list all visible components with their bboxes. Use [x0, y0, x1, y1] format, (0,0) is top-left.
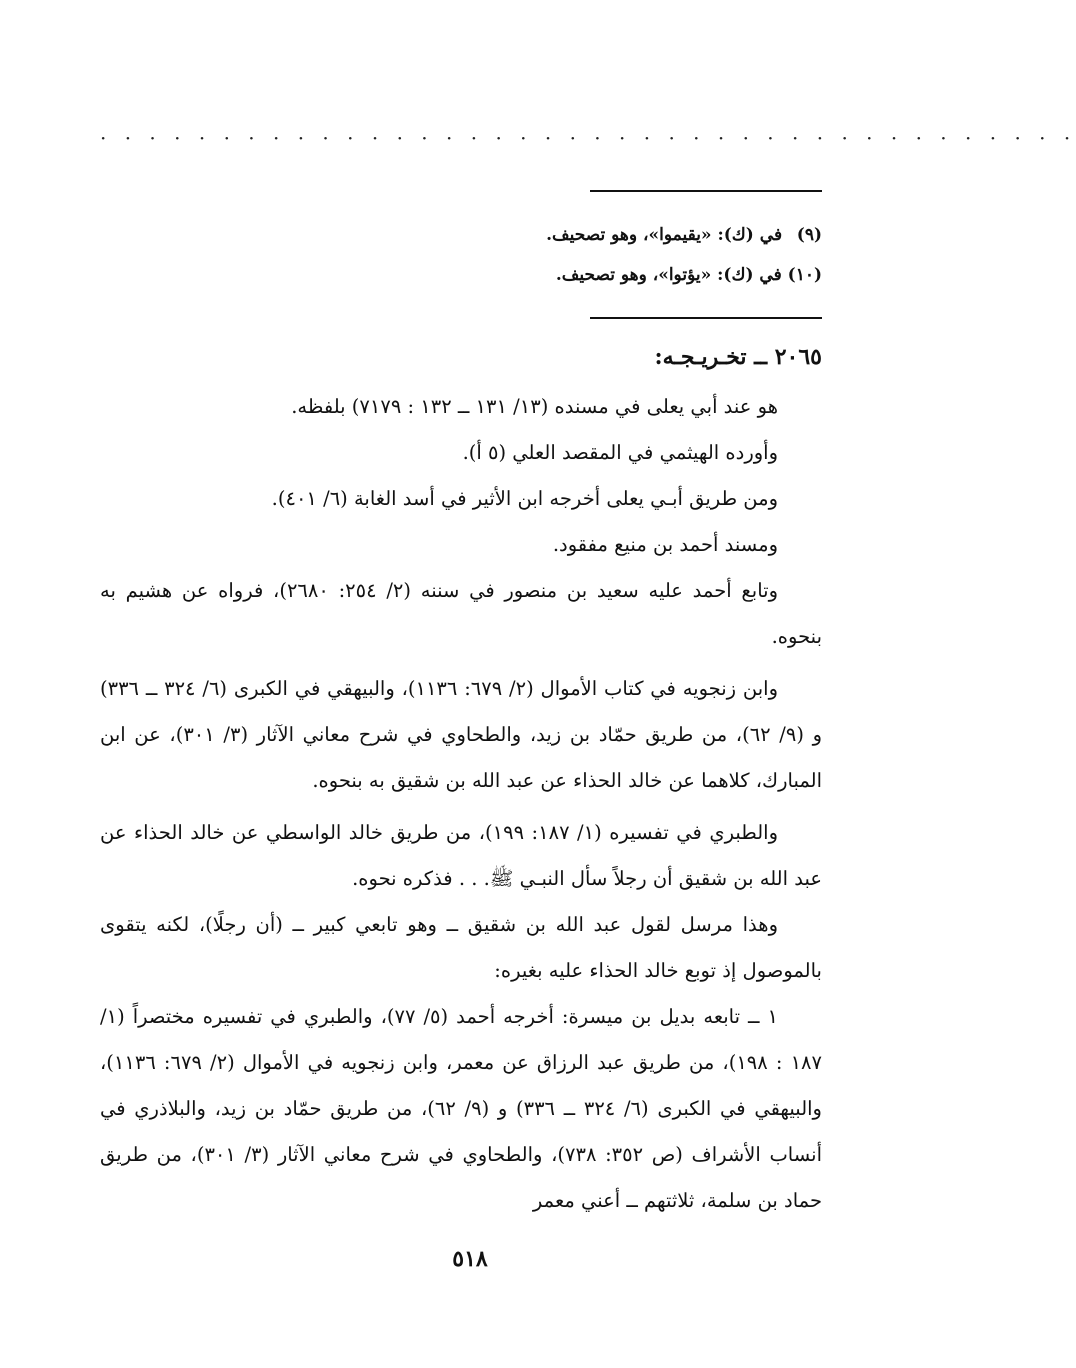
- footnote-rule-top: [590, 190, 822, 192]
- paragraph: والطبري في تفسيره (١/ ١٨٧: ١٩٩)، من طريق خالد الواسطي عن خالد الحذاء عن عبد الله بن شقيق أن رجلاً سأل النبـي ﷺ. . . فذكره نحوه.: [100, 821, 822, 890]
- footnote-text: في (ك): «يؤتوا»، وهو تصحيف.: [555, 265, 782, 285]
- footnote-text: في (ك): «يقيموا»، وهو تصحيف.: [546, 225, 783, 245]
- paragraph: ومن طريق أبـي يعلى أخرجه ابن الأثير في أسد الغابة (٦/ ٤٠١).: [271, 487, 778, 510]
- page-number: ٥١٨: [452, 1246, 488, 1272]
- paragraph: وأورده الهيثمي في المقصد العلي (٥ أ).: [462, 441, 778, 464]
- footnote-number: (٩): [796, 225, 822, 245]
- paragraph: وتابع أحمد عليه سعيد بن منصور في سننه (٢/ ٢٥٤: ٢٦٨٠)، فرواه عن هشيم به بنحوه.: [100, 579, 822, 648]
- paragraph: ١ ــ تابعه بديل بن ميسرة: أخرجه أحمد (٥/ ٧٧)، والطبري في تفسيره مختصراً (١/ ١٨٧ : ١٩٨)، من طريق عبد الرزاق عن معمر، وابن زنجويه في الأموال (٢/ ٦٧٩: ١١٣٦)، والبيهقي في الكبرى (٦/ ٣٢٤ ــ ٣٣٦) و (٩/ ٦٢)، من طريق حمّاد بن زيد، والبلاذري في أنساب الأشراف (ص ٣٥٢: ٧٣٨)، والطحاوي في شرح معاني الآثار (٣/ ٣٠١)، من طريق حماد بن سلمة، ثلاثتهم ــ أعني معمر: [100, 1005, 822, 1212]
- section-heading: ٢٠٦٥ ــ تخـريـجـه:: [654, 344, 822, 370]
- footnote-9: [546, 225, 822, 245]
- paragraph: وهذا مرسل لقول عبد الله بن شقيق ــ وهو تابعي كبير ــ (أن رجلًا)، لكنه يتقوى بالموصول إذ توبع خالد الحذاء عليه بغيره:: [100, 913, 822, 982]
- paragraph: وابن زنجويه في كتاب الأموال (٢/ ٦٧٩: ١١٣٦)، والبيهقي في الكبرى (٦/ ٣٢٤ ــ ٣٣٦) و (٩/ ٦٢)، من طريق حمّاد بن زيد، والطحاوي في شرح معاني الآثار (٣/ ٣٠١)، عن ابن المبارك، كلاهما عن خالد الحذاء عن عبد الله بن شقيق به بنحوه.: [100, 677, 822, 792]
- footnote-rule-bottom: [590, 317, 822, 319]
- paragraph: ومسند أحمد بن منيع مفقود.: [552, 533, 778, 556]
- paragraph: هو عند أبي يعلى في مسنده (١٣/ ١٣١ ــ ١٣٢ : ٧١٧٩) بلفظه.: [291, 395, 778, 418]
- main-text: [100, 384, 822, 1224]
- dotted-separator: · · · · · · · · · · · · · · · · · · · · · · · · · · · · · · · · · · · · · · · ·: [100, 126, 1076, 150]
- footnote-10: [556, 265, 822, 285]
- footnote-number: (١٠): [787, 265, 822, 285]
